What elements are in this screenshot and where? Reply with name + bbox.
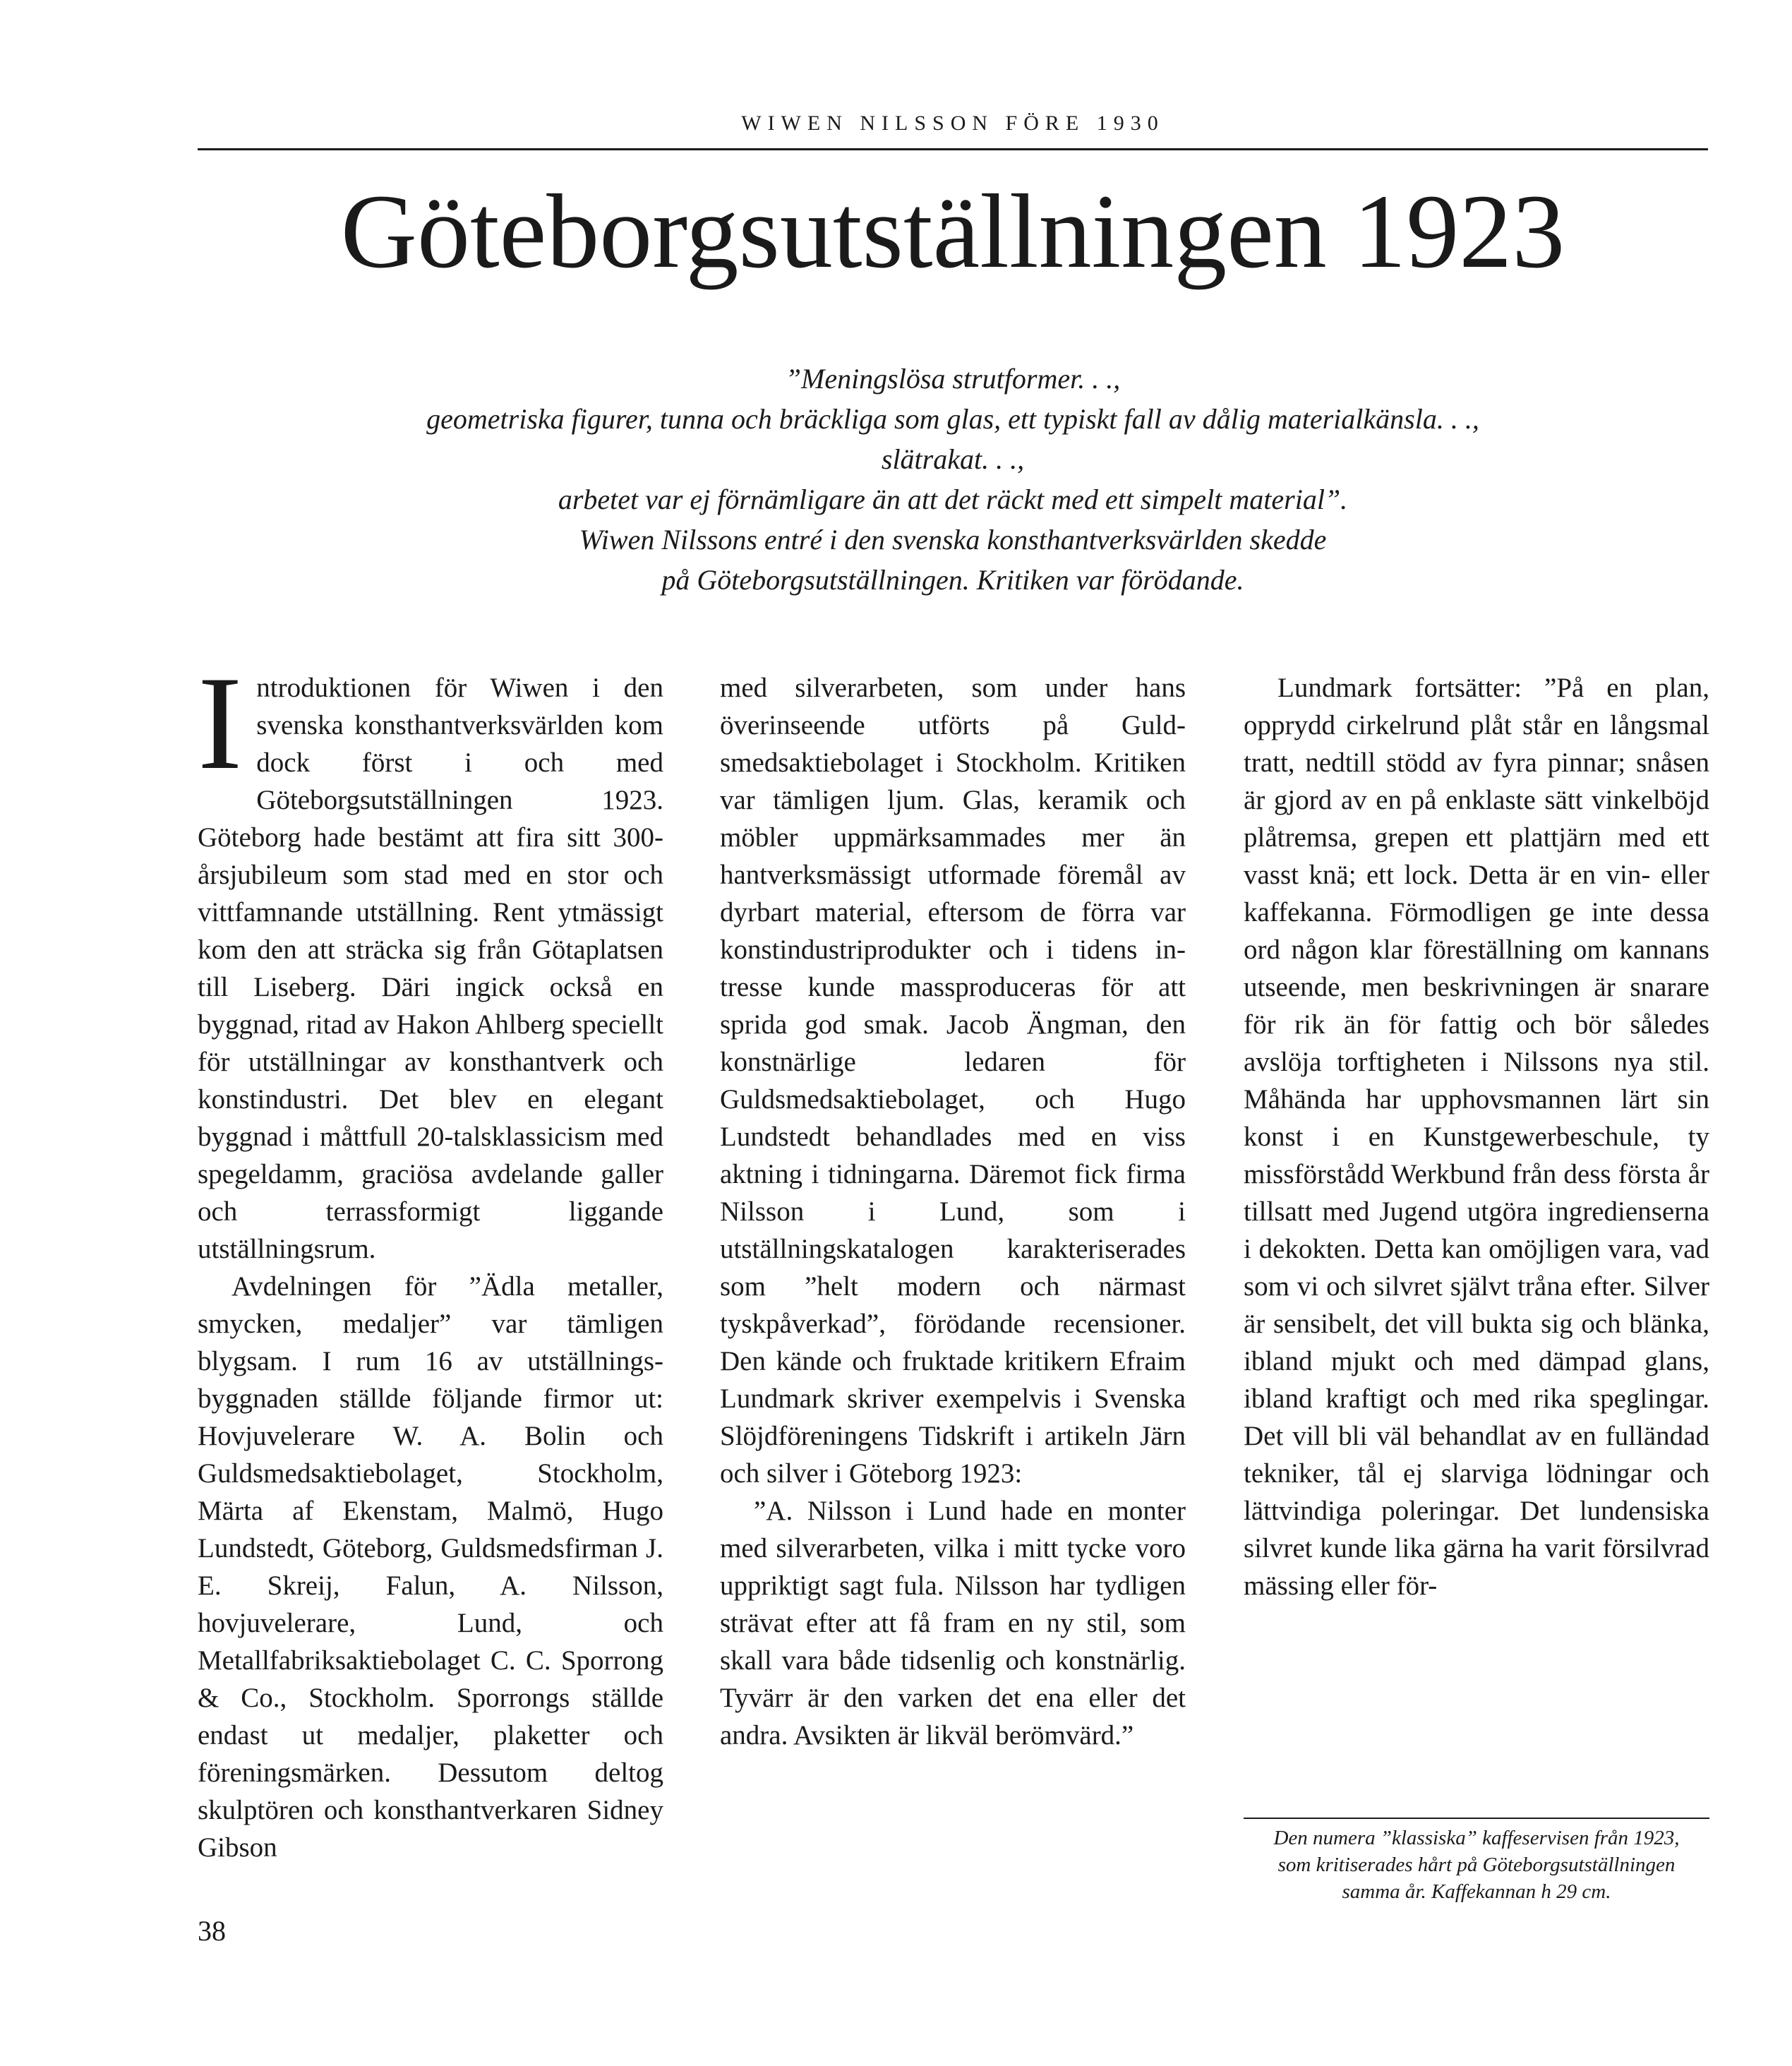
- intro-quote: [198, 359, 1708, 600]
- text-column-3: [1244, 669, 1709, 1604]
- paragraph-text: ntroduktionen för Wiwen i den svenska konsthantverksvärlden kom dock först i och med Göteborgsutställningen 1923. Göteborg hade bestämt att fira sitt 300-årsjubileum som stad med en stor och vittfamnande utställning. Rent ytmässigt kom den att sträcka sig från Götaplatsen till Liseberg. Däri ingick också en byggnad, ritad av Hakon Ahlberg speciellt för utställningar av konsthantverk och konstindustri. Det blev en elegant byggnad i måttfull 20-talsklassicism med spegeldamm, graciösa avdelande galler och terrassformigt liggande utställningsrum.: [198, 673, 663, 1264]
- caption-rule: [1244, 1818, 1709, 1819]
- intro-line: slätrakat. . .,: [881, 443, 1025, 475]
- intro-line: arbetet var ej förnämligare än att det räckt med ett simpelt material”.: [558, 484, 1348, 515]
- caption-line: Den numera ”klassiska” kaffeservisen från 1923,: [1273, 1827, 1680, 1849]
- paragraph: ”A. Nilsson i Lund hade en monter med silverarbeten, vilka i mitt tycke voro uppriktigt sagt fula. Nilsson har tydligen strävat efter att få fram en ny stil, som skall vara både tidsenlig och konstnärlig. Tyvärr är den varken det ena eller det andra. Avsikten är likväl berömvärd.”: [720, 1496, 1186, 1750]
- drop-cap: I: [198, 649, 243, 798]
- intro-line: ”Meningslösa strutformer. . .,: [785, 363, 1121, 395]
- paragraph: Avdelningen för ”Ädla metaller, smycken, medaljer” var tämligen blygsam. I rum 16 av utställningsbyggnaden ställde följande firmor ut: Hovjuvelerare W. A. Bolin och Guldsmedsaktiebolaget, Stockholm, Märta af Ekenstam, Malmö, Hugo Lundstedt, Göteborg, Guldsmedsfirman J. E. Skreij, Falun, A. Nilsson, hovjuvelerare, Lund, och Metallfabriksaktiebolaget C. C. Sporrong & Co., Stockholm. Sporrongs ställde endast ut medaljer, plaketter och föreningsmärken. Dessutom deltog skulptören och konsthantverkaren Sidney Gibson: [198, 1271, 663, 1863]
- text-column-2: [720, 669, 1186, 1754]
- caption-line: som kritiserades hårt på Göteborgsutställningen: [1277, 1854, 1676, 1876]
- intro-line: geometriska figurer, tunna och bräckliga som glas, ett typiskt fall av dålig materialkänsla. . .,: [426, 403, 1479, 435]
- running-head: WIWEN NILSSON FÖRE 1930: [741, 112, 1165, 135]
- caption-line: samma år. Kaffekannan h 29 cm.: [1342, 1880, 1611, 1903]
- paragraph: [198, 649, 663, 1268]
- intro-line: på Göteborgsutställningen. Kritiken var förödande.: [661, 564, 1244, 596]
- intro-line: Wiwen Nilssons entré i den svenska konsthantverksvärlden skedde: [579, 524, 1327, 555]
- page-number: 38: [198, 1915, 226, 1947]
- figure-caption: [1244, 1825, 1709, 1905]
- text-column-1: [198, 649, 663, 1866]
- paragraph: Lundmark fortsätter: ”På en plan, opprydd cirkelrund plåt står en långsmal tratt, nedtill stödd av fyra pinnar; snåsen är gjord av en på enklaste sätt vinkelböjd plåtremsa, grepen ett plattjärn med ett vasst knä; ett lock. Detta är en vin- eller kaffekanna. Förmodligen ge inte dessa ord någon klar föreställning om kannans utseende, men beskrivningen är snarare för rik än för fattig och bör således avslöja torftigheten i Nilssons nya stil. Måhända har upphovsmannen lärt sin konst i en Kunstgewerbeschule, ty missförstådd Werkbund från dess första år tillsatt med Jugend utgöra ingredienserna i dekokten. Detta kan omöjligen vara, vad som vi och silvret självt tråna efter. Silver är sensibelt, det vill bukta sig och blänka, ibland mjukt och med dämpad glans, ibland kraftigt och med rika speglingar. Det vill bli väl behandlat av en fulländad tekniker, tål ej slarviga lödningar och lättvindiga poleringar. Det lundensiska silvret kunde lika gärna ha varit försilvrad mässing eller för-: [1244, 673, 1709, 1601]
- paragraph: med silverarbeten, som under hans överinseende utförts på Guldsmedsaktiebolaget i Stockholm. Kritiken var tämligen ljum. Glas, keramik och möbler uppmärksammades mer än hantverksmässigt utformade föremål av dyrbart material, eftersom de förra var konstindustriprodukter och i tidens intresse kunde massproduceras för att sprida god smak. Jacob Ängman, den konstnärlige ledaren för Guldsmedsaktiebolaget, och Hugo Lundstedt behandlades med en viss aktning i tidningarna. Däremot fick firma Nilsson i Lund, som i utställningskatalogen karakteriserades som ”helt modern och närmast tyskpåverkad”, förödande recensioner. Den kände och fruktade kritikern Efraim Lundmark skriver exempelvis i Svenska Slöjdföreningens Tidskrift i artikeln Järn och silver i Göteborg 1923:: [720, 673, 1186, 1489]
- header-rule: [198, 148, 1708, 150]
- page-title: Göteborgsutställningen 1923: [340, 173, 1565, 290]
